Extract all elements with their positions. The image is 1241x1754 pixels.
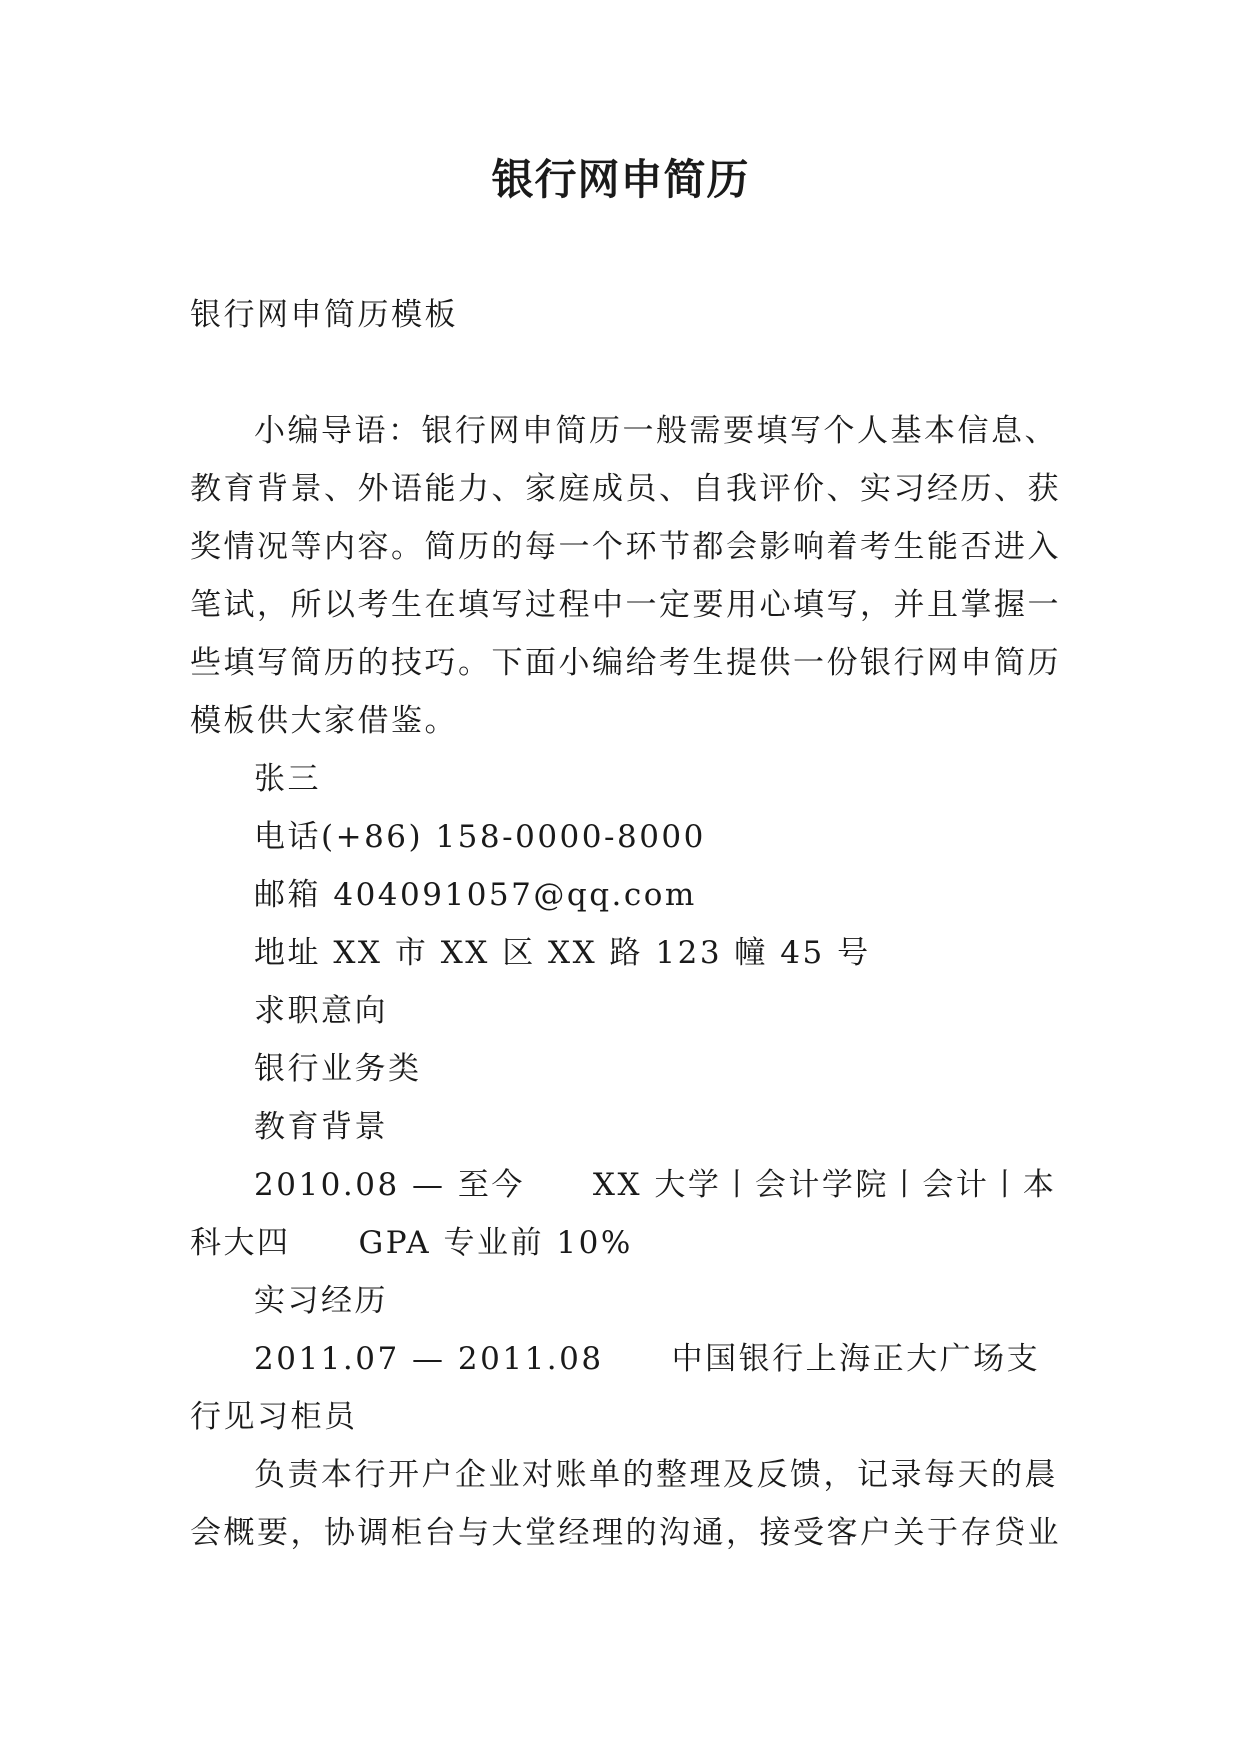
objective-heading: 求职意向: [254, 993, 388, 1029]
internship-description: 负责本行开户企业对账单的整理及反馈，记录每天的晨会概要，协调柜台与大堂经理的沟通，接受客户关于存贷业: [190, 1457, 1061, 1551]
education-grade: 大四: [223, 1225, 291, 1261]
objective-value: 银行业务类: [254, 1051, 422, 1087]
resume-phone: 电话(+86) 158-0000-8000: [254, 819, 706, 855]
internship-heading: 实习经历: [254, 1283, 388, 1319]
resume-name: 张三: [254, 761, 321, 797]
internship-entry: [190, 1330, 1070, 1446]
education-school: XX 大学丨会计学院丨会计丨本科: [190, 1167, 1057, 1261]
document-subtitle: 银行网申简历模板: [190, 297, 458, 333]
resume-address: 地址 XX 市 XX 区 XX 路 123 幢 45 号: [254, 935, 871, 971]
internship-org: 中国银行上海正大广场支行: [190, 1341, 1041, 1435]
education-entry: [190, 1156, 1070, 1272]
document-body: [190, 286, 1070, 1562]
internship-role: 见习柜员: [223, 1399, 358, 1435]
document-title: 银行网申简历: [491, 155, 750, 204]
resume-email: 邮箱 404091057@qq.com: [254, 877, 697, 913]
education-heading: 教育背景: [254, 1109, 388, 1145]
education-period: 2010.08 — 至今: [254, 1167, 525, 1203]
intro-paragraph: 小编导语：银行网申简历一般需要填写个人基本信息、教育背景、外语能力、家庭成员、自我评价、实习经历、获奖情况等内容。简历的每一个环节都会影响着考生能否进入笔试，所以考生在填写过程中一定要用心填写，并且掌握一些填写简历的技巧。下面小编给考生提供一份银行网申简历模板供大家借鉴。: [190, 413, 1061, 739]
education-gpa: GPA 专业前 10%: [358, 1225, 633, 1261]
internship-period: 2011.07 — 2011.08: [254, 1341, 604, 1377]
